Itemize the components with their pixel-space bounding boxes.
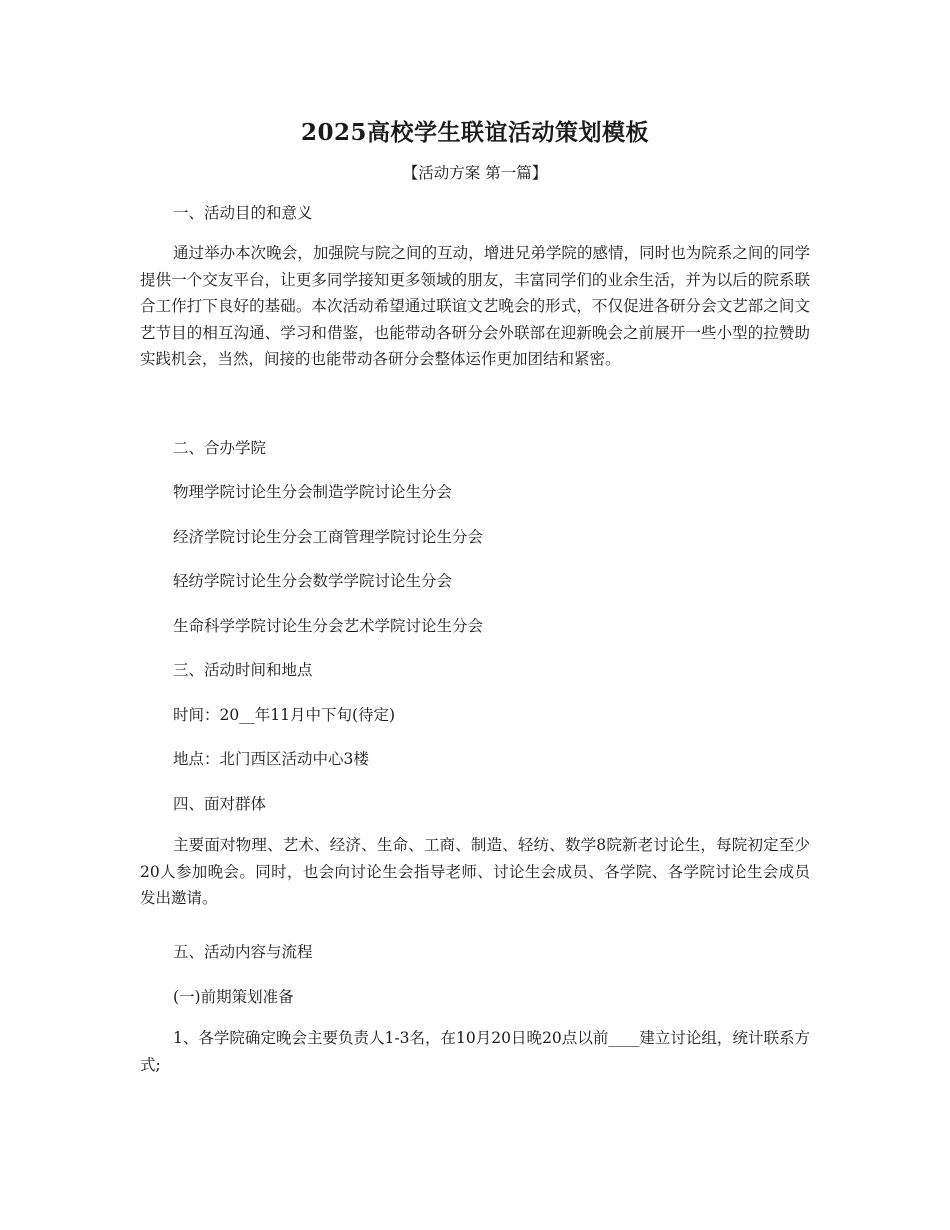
section-heading-audience: 四、面对群体: [173, 795, 267, 813]
college-line: 物理学院讨论生分会制造学院讨论生分会: [173, 483, 453, 501]
paragraph-purpose: 通过举办本次晚会，加强院与院之间的互动，增进兄弟学院的感情，同时也为院系之间的同学提供一个交友平台，让更多同学接知更多领域的朋友，丰富同学们的业余生活，并为以后的院系联合工作打下良好的基础。本次活动希望通过联谊文艺晚会的形式，不仅促进各研分会文艺部之间文艺节目的相互沟通、学习和借鉴，也能带动各研分会外联部在迎新晚会之前展开一些小型的拉赞助实践机会，当然，间接的也能带动各研分会整体运作更加团结和紧密。: [140, 244, 810, 368]
college-line: 轻纺学院讨论生分会数学学院讨论生分会: [173, 572, 453, 590]
subsection-heading-preparation: (一)前期策划准备: [173, 988, 294, 1006]
paragraph-audience: 主要面对物理、艺术、经济、生命、工商、制造、轻纺、数学8院新老讨论生，每院初定至少20人参加晚会。同时，也会向讨论生会指导老师、讨论生会成员、各学院、各学院讨论生会成员发出邀请。: [140, 836, 810, 907]
section-heading-colleges: 二、合办学院: [173, 439, 267, 457]
document-title: 2025高校学生联谊活动策划模板: [300, 119, 649, 146]
place-line: 地点：北门西区活动中心3楼: [173, 750, 369, 768]
document-subtitle: 【活动方案 第一篇】: [402, 164, 548, 182]
section-heading-time-place: 三、活动时间和地点: [173, 661, 313, 679]
college-line: 生命科学学院讨论生分会艺术学院讨论生分会: [173, 617, 484, 635]
time-line: 时间：20__年11月中下旬(待定): [173, 706, 396, 724]
section-heading-content-flow: 五、活动内容与流程: [173, 943, 313, 961]
section-heading-purpose: 一、活动目的和意义: [173, 204, 313, 222]
college-line: 经济学院讨论生分会工商管理学院讨论生分会: [173, 528, 484, 546]
paragraph-item-1: 1、各学院确定晚会主要负责人1-3名，在10月20日晚20点以前____建立讨论组，统计联系方式;: [140, 1029, 810, 1074]
